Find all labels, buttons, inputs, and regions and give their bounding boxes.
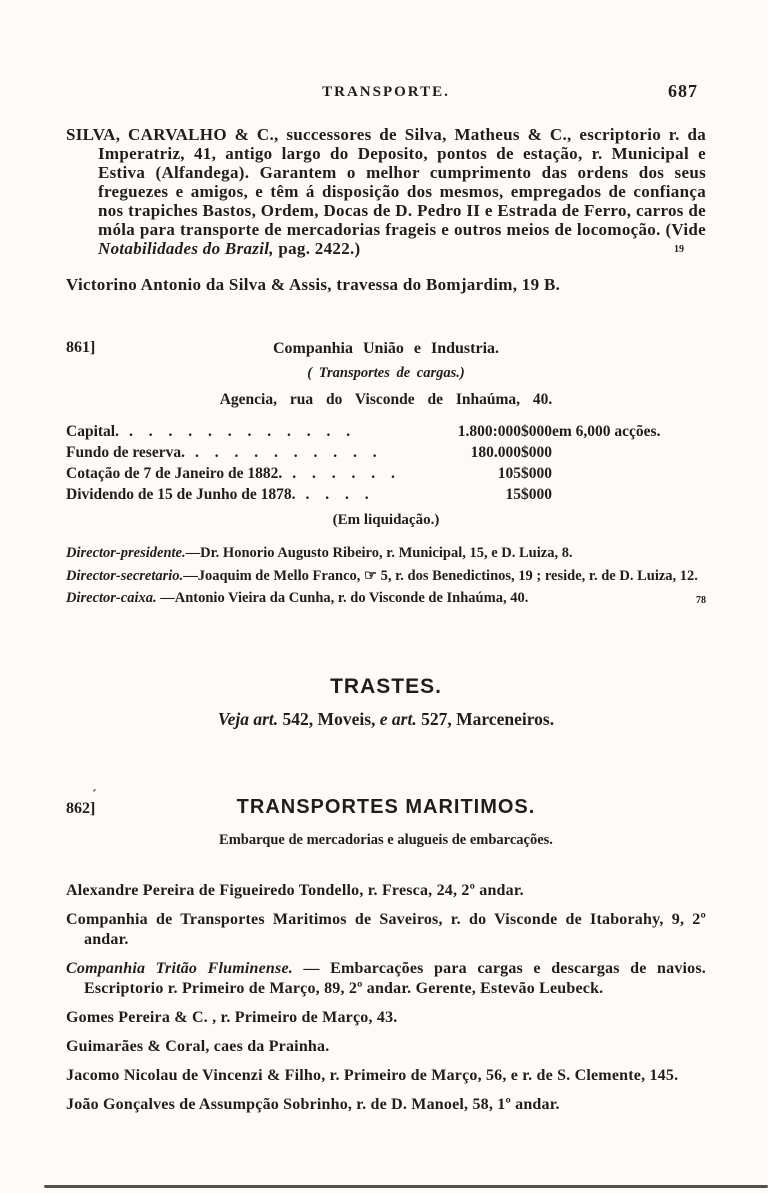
entry-victorino: Victorino Antonio da Silva & Assis, travessa do Bomjardim, 19 B.	[66, 275, 561, 294]
agency-address: Agencia, rua do Visconde de Inhaúma, 40.	[219, 391, 553, 408]
page-number: 687	[668, 81, 698, 101]
section-title: TRANSPORTES MARITIMOS.	[236, 795, 536, 818]
financial-table	[66, 421, 661, 505]
section-number-text: 862]	[66, 799, 96, 817]
vide-tail-text: pag. 2422.)	[273, 239, 361, 258]
page-edge-shadow	[44, 1185, 768, 1188]
list-item	[66, 1037, 706, 1057]
entry-text: João Gonçalves de Assumpção Sobrinho, r. de D. Manoel, 58, 1º andar.	[66, 1095, 560, 1113]
entry-text: Jacomo Nicolau de Vincenzi & Filho, r. Primeiro de Março, 56, e r. de S. Clemente, 145.	[66, 1066, 679, 1084]
running-title: TRANSPORTE.	[322, 84, 450, 100]
financial-label: Capital.	[66, 423, 119, 440]
list-item	[66, 1066, 706, 1086]
company-subtitle: ( Transportes de cargas.)	[307, 365, 465, 381]
ref-text: 542, Moveis,	[278, 708, 380, 729]
list-item	[66, 1095, 706, 1115]
entry-text: Alexandre Pereira de Figueiredo Tondello, r. Fresca, 24, 2º andar.	[66, 881, 524, 899]
list-item	[66, 959, 706, 999]
vide-book-title: Notabilidades do Brazil,	[98, 239, 274, 258]
entry-lead-name: SILVA, CARVALHO & C.,	[66, 125, 279, 144]
director-line-caixa	[66, 588, 706, 609]
entry-silva-carvalho: SILVA, CARVALHO & C., successores de Silva, Matheus & C., escriptorio r. da Imperatriz, 41, antigo largo do Deposito, pontos de estação, r. Municipal e Estiva (Alfandega). Garantem o melhor cumprimento das ordens dos seus freguezes e amigos, e têm á disposição dos mesmos, empregados de confiança nos trapiches Bastos, Ordem, Docas de D. Pedro II e Estrada de Ferro, carros de móla para transporte de mercadorias frageis e outros meios de locomoção. (Vide Notabilidades do Brazil, pag. 2422.) 19	[66, 125, 706, 258]
financial-label: Dividendo de 15 de Junho de 1878.	[66, 486, 296, 503]
entry-text: Companhia de Transportes Maritimos de Saveiros, r. do Visconde de Itaborahy, 9, 2º andar.	[66, 910, 706, 948]
ref-text: 527, Marceneiros.	[416, 708, 555, 729]
dot-leader: . . . .	[305, 486, 375, 503]
section-862-head	[66, 787, 706, 819]
financial-value: 180.000$000	[470, 444, 552, 461]
section-title: TRASTES.	[330, 674, 442, 698]
list-item	[66, 1008, 706, 1028]
director-text: —Dr. Honorio Augusto Ribeiro, r. Municipal, 15, e D. Luiza, 8.	[185, 545, 573, 561]
company-title: Companhia União e Industria.	[272, 340, 500, 357]
entry-body-text: successores de Silva, Matheus & C., escriptorio r. da Imperatriz, 41, antigo largo do Deposito, pontos de estação, r. Municipal e Estiva (Alfandega). Garantem o melhor cumprimento das ordens dos seus freguezes e amigos, e têm á disposição dos mesmos, empregados de confiança nos trapiches Bastos, Ordem, Docas de D. Pedro II e Estrada de Ferro, carros de móla para transporte de mercadorias frageis e outros meios de locomoção. (Vide	[98, 125, 706, 239]
director-line-secretario	[66, 566, 706, 587]
director-text: —Joaquim de Mello Franco, ☞ 5, r. dos Benedictinos, 19 ; reside, r. de D. Luiza, 12.	[183, 567, 698, 584]
entry-text: Guimarães & Coral, caes da Prainha.	[66, 1037, 330, 1055]
ref-italic: Veja art.	[217, 708, 279, 729]
directors-list	[66, 543, 706, 609]
ink-mark: ´	[92, 787, 97, 803]
section-subtitle: Embarque de mercadorias e alugueis de embarcações.	[219, 831, 553, 848]
director-text: —Antonio Vieira da Cunha, r. do Visconde de Inhaúma, 40.	[156, 590, 529, 606]
cross-reference-line	[66, 709, 706, 730]
financial-value: 15$000	[505, 486, 552, 503]
dot-leader: . . . . . . . . . .	[194, 444, 383, 461]
financial-value: 105$000	[497, 465, 552, 482]
section-number: 861]	[66, 339, 96, 356]
table-row: Capital. . . . . . . . . . . . . 1.800:000$000 em 6,000 acções.	[66, 423, 661, 440]
printer-signature-mark: 78	[696, 595, 706, 606]
section-861	[66, 340, 706, 609]
section-862	[66, 787, 706, 1115]
director-role: Director-caixa.	[66, 590, 157, 606]
section-trastes	[66, 675, 706, 730]
company-name-italic: Companhia Tritão Fluminense.	[66, 959, 293, 977]
entry-text: Gomes Pereira & C. , r. Primeiro de Março, 43.	[66, 1008, 398, 1026]
director-role: Director-secretario.	[66, 567, 184, 584]
directory-listing	[66, 881, 706, 1115]
list-item	[66, 881, 706, 901]
liquidation-status: (Em liquidação.)	[332, 512, 440, 528]
financial-label: Cotação de 7 de Janeiro de 1882.	[66, 465, 283, 482]
director-line-presidente	[66, 543, 706, 564]
financial-value: 1.800:000$000	[457, 423, 552, 440]
table-row	[66, 442, 552, 463]
financial-label: Fundo de reserva.	[66, 444, 185, 461]
table-row	[66, 463, 552, 484]
ref-italic: e art.	[379, 708, 417, 729]
page-header	[66, 81, 706, 108]
dot-leader: . . . . . . . . . . . .	[128, 423, 357, 440]
list-item	[66, 910, 706, 950]
director-role: Director-presidente.	[66, 545, 186, 561]
entry-text: — Embarcações para cargas e descargas de navios. Escriptorio r. Primeiro de Março, 89, 2º andar. Gerente, Estevão Leubeck.	[84, 959, 706, 997]
section-number	[66, 787, 97, 818]
section-861-head	[66, 340, 706, 358]
table-row	[66, 484, 552, 505]
dot-leader: . . . . . .	[292, 465, 401, 482]
